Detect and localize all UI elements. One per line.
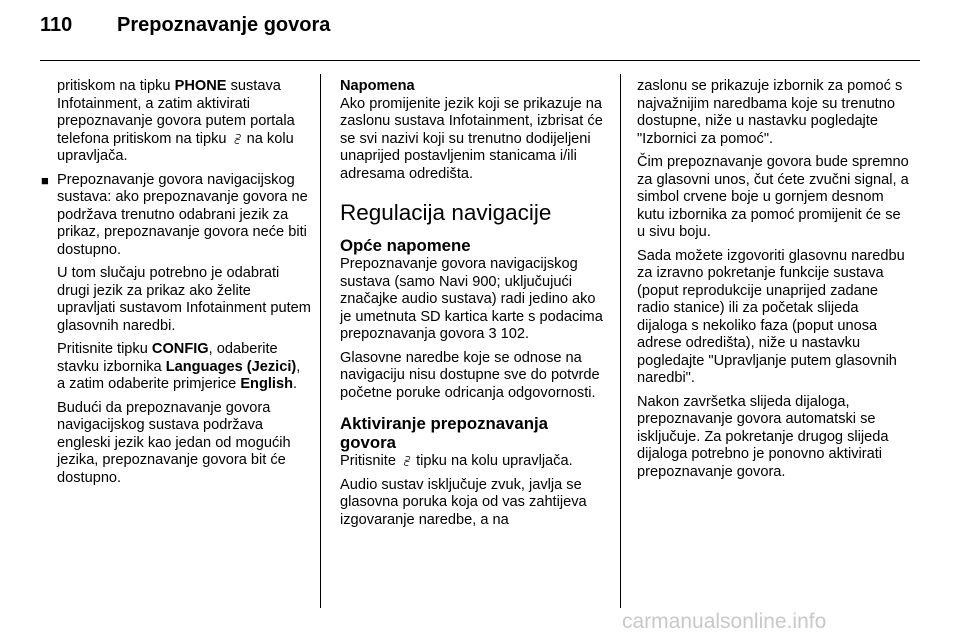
text: , odaberite stavku izbornika — [57, 341, 278, 375]
text: Pritisnite — [340, 453, 401, 469]
column-3 — [637, 78, 912, 487]
bullet-icon: ■ — [41, 172, 49, 188]
text: sustava Infotainment, a zatim aktivirati prepoznavanje govora putem portala telefona pritiskom na tipku — [57, 78, 295, 147]
page-header — [40, 14, 920, 52]
paragraph: Budući da prepoznavanje govora navigacijskog sustava podržava engleski jezik kao jedan od mogućih jezika, prepoznavanje govora bit će dostupno. — [57, 399, 291, 486]
paragraph: Nakon završetka slijeda dijaloga, prepoznavanje govora automatski se isključuje. Za pokretanje drugog slijeda dijaloga potrebno je ponovno aktivirati prepoznavanje govora. — [637, 393, 889, 480]
column-divider — [320, 74, 321, 608]
column-1 — [41, 78, 311, 493]
steering-wheel-voice-icon: ⫔ — [403, 454, 409, 468]
header-rule — [40, 60, 920, 61]
page-number: 110 — [40, 14, 73, 36]
steering-wheel-voice-icon: ⫔ — [233, 131, 240, 146]
phone-key-label: PHONE — [174, 78, 227, 94]
language-label: English — [240, 376, 294, 392]
text: , a zatim odaberite primjerice — [57, 358, 301, 392]
paragraph: Glasovne naredbe koje se odnose na navigaciju nisu dostupne sve do potvrde početne poruke odricanja odgovornosti. — [340, 349, 600, 401]
paragraph — [41, 341, 311, 394]
menu-item-label: Languages (Jezici) — [165, 358, 297, 375]
paragraph: zaslonu se prikazuje izbornik za pomoć s najvažnijim naredbama koje su trenutno dostupne, niže u nastavku pogledajte "Izbornici za pomoć". — [637, 78, 903, 147]
text: Pritisnite tipku — [57, 341, 152, 357]
paragraph: Sada možete izgovoriti glasovnu naredbu za izravno pokretanje funkcije sustava (poput reprodukcije unaprijed zadane radio stanice) ili za početak slijeda dijaloga s nekoliko faza (poput unosa adrese odredišta), niže u nastavku pogledajte "Upravljanje putem glasovnih naredbi". — [637, 247, 905, 386]
note-text: Ako promijenite jezik koji se prikazuje na zaslonu sustava Infotainment, izbrisat će se svi nazivi koji su trenutno dodijeljeni unaprijed postavljenim stanicama i/ili adresama odredišta. — [340, 95, 603, 182]
text: na kolu upravljača. — [57, 130, 294, 164]
page-title: Prepoznavanje govora — [117, 14, 331, 36]
column-divider — [620, 74, 621, 608]
text: Prepoznavanje govora navigacijskog sustava: ako prepoznavanje govora ne podržava trenutno odabrani jezik za prikaz, prepoznavanje govora neće biti dostupno. — [57, 171, 308, 258]
text: . — [525, 326, 530, 342]
text: Prepoznavanje govora navigacijskog sustava (samo Navi 900; uključujući značajke audio sustava) radi jedino ako je umetnuta SD kartica karte s podacima prepoznavanja govora — [340, 256, 603, 342]
note-heading: Napomena — [340, 78, 415, 94]
page-reference: 3 102 — [488, 326, 526, 342]
column-2 — [340, 78, 607, 535]
bullet-item — [41, 172, 311, 260]
paragraph: Čim prepoznavanje govora bude spremno za glasovni unos, čut ćete zvučni signal, a simbol crvene boje u gornjem desnom kutu izbornika za pomoć promijenit će se u sivu boju. — [637, 154, 909, 240]
paragraph — [340, 453, 607, 471]
text: tipku na kolu upravljača. — [412, 453, 573, 469]
watermark: carmanualsonline.info — [622, 610, 827, 633]
text: . — [293, 376, 298, 392]
paragraph — [41, 78, 311, 166]
text: pritiskom na tipku — [57, 78, 175, 94]
subsection-heading: Aktiviranje prepoznavanja govora — [340, 414, 548, 452]
section-heading: Regulacija navigacije — [340, 200, 552, 225]
config-key-label: CONFIG — [151, 341, 209, 357]
subsection-heading: Opće napomene — [340, 236, 471, 255]
paragraph: U tom slučaju potrebno je odabrati drugi jezik za prikaz ako želite upravljati sustavom Infotainment putem glasovnih naredbi. — [57, 265, 311, 334]
paragraph — [340, 256, 607, 344]
paragraph: Audio sustav isključuje zvuk, javlja se glasovna poruka koja od vas zahtijeva izgovaranje naredbe, a na — [340, 476, 587, 528]
